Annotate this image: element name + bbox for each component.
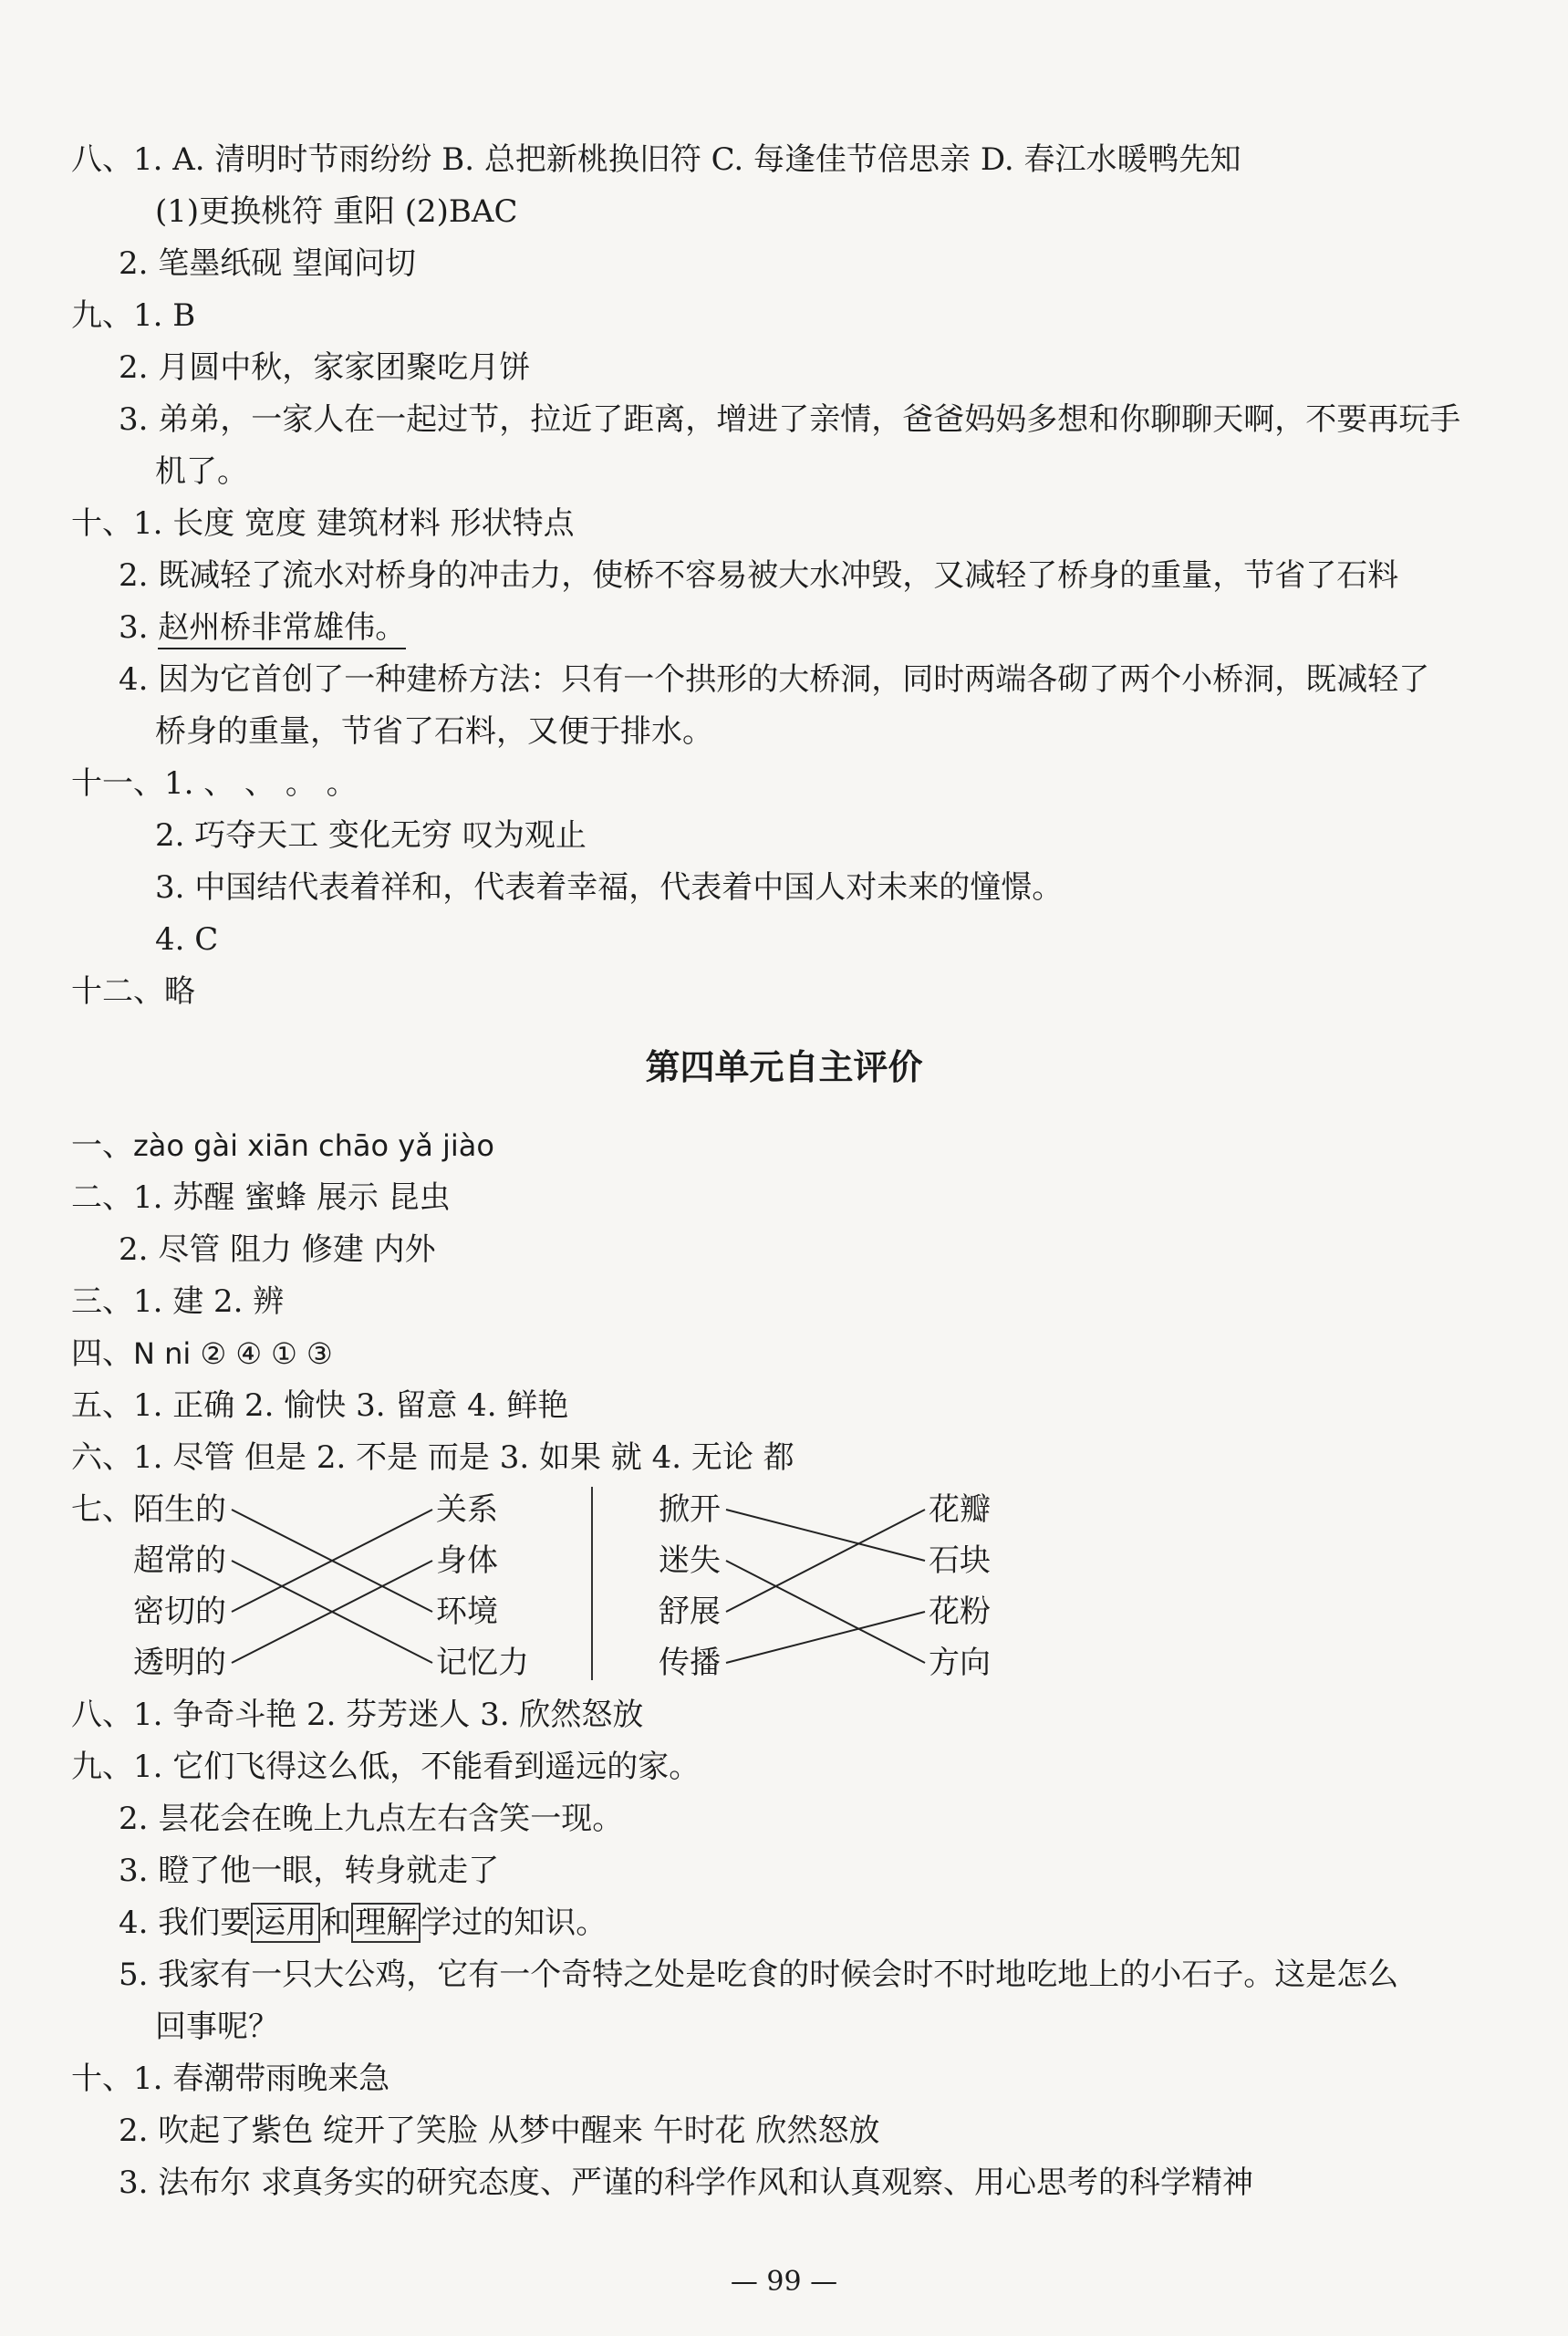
unit4-answer-1-pinyin: zào gài xiān chāo yǎ jiào [133,1128,494,1163]
answer-11-3: 3. 中国结代表着祥和，代表着幸福，代表着中国人对未来的憧憬。 [155,869,1064,906]
unit4-answer-8: 八、1. 争奇斗艳 2. 芬芳迷人 3. 欣然怒放 [71,1697,644,1733]
unit4-answer-9-4 [119,1905,607,1941]
matching-right-target-4: 方向 [929,1645,991,1681]
unit4-answer-3: 三、1. 建 2. 辨 [71,1283,285,1320]
unit4-answer-9-5-cont: 回事呢？ [155,2009,279,2045]
answer-9-3: 3. 弟弟，一家人在一起过节，拉近了距离，增进了亲情，爸爸妈妈多想和你聊聊天啊，不要再玩手 [119,401,1461,438]
answer-8-1: 八、1. A. 清明时节雨纷纷 B. 总把新桃换旧符 C. 每逢佳节倍思亲 D. 春江水暖鸭先知 [71,141,1241,178]
answer-10-3-prefix: 3. [119,609,159,646]
unit4-answer-2-1: 二、1. 苏醒 蜜蜂 展示 昆虫 [71,1179,451,1216]
unit4-answer-10-3: 3. 法布尔 求真务实的研究态度、严谨的科学作风和认真观察、用心思考的科学精神 [119,2165,1254,2201]
matching-right-word-3: 舒展 [659,1594,721,1630]
matching-right-word-1: 掀开 [659,1491,721,1528]
answer-9-3-cont: 机了。 [155,453,248,490]
answer-10-4-cont: 桥身的重量，节省了石料，又便于排水。 [155,713,713,750]
boxed-word-1: 运用 [251,1903,320,1943]
unit4-answer-10-2: 2. 吹起了紫色 绽开了笑脸 从梦中醒来 午时花 欣然怒放 [119,2113,880,2149]
unit4-answer-9-4-suffix: 学过的知识。 [421,1905,607,1941]
unit4-answer-6: 六、1. 尽管 但是 2. 不是 而是 3. 如果 就 4. 无论 都 [71,1439,794,1476]
matching-right-word-2: 迷失 [659,1542,721,1579]
matching-right-target-3: 花粉 [929,1594,991,1630]
unit4-answer-9-2: 2. 昙花会在晚上九点左右含笑一现。 [119,1801,624,1837]
boxed-word-2: 理解 [351,1903,421,1943]
answer-8-2: 2. 笔墨纸砚 望闻问切 [119,245,417,282]
matching-right-word-4: 传播 [659,1645,721,1681]
answer-10-4: 4. 因为它首创了一种建桥方法：只有一个拱形的大桥洞，同时两端各砌了两个小桥洞，既减轻了 [119,661,1430,698]
section-title: 第四单元自主评价 [645,1047,923,1087]
answer-10-3-underlined: 赵州桥非常雄伟。 [158,609,406,649]
answer-11-4: 4. C [155,921,219,958]
matching-left-word-4: 透明的 [133,1645,226,1681]
matching-left-target-3: 环境 [436,1594,498,1630]
matching-label: 七、 [71,1491,133,1528]
matching-left-word-2: 超常的 [133,1542,226,1579]
unit4-answer-2-2: 2. 尽管 阻力 修建 内外 [119,1231,436,1268]
answer-10-1: 十、1. 长度 宽度 建筑材料 形状特点 [71,505,575,542]
answer-8-1-sub: (1)更换桃符 重阳 (2)BAC [155,193,518,230]
unit4-answer-9-4-mid: 和 [320,1905,352,1941]
matching-left-target-1: 关系 [436,1491,498,1528]
unit4-answer-9-1: 九、1. 它们飞得这么低，不能看到遥远的家。 [71,1749,701,1785]
matching-left-target-4: 记忆力 [436,1645,529,1681]
unit4-answer-1-label: 一、 [71,1127,133,1164]
answer-10-2: 2. 既减轻了流水对桥身的冲击力，使桥不容易被大水冲毁，又减轻了桥身的重量，节省了石料 [119,557,1399,594]
match-line-right-2 [726,1561,925,1663]
answer-9-2: 2. 月圆中秋，家家团聚吃月饼 [119,349,531,386]
unit4-answer-4-content: N ni ② ④ ① ③ [133,1336,333,1371]
unit4-answer-9-5: 5. 我家有一只大公鸡，它有一个奇特之处是吃食的时候会时不时地吃地上的小石子。这是怎么 [119,1957,1399,1993]
answer-9-1: 九、1. B [71,297,196,334]
unit4-answer-9-4-prefix: 4. 我们要 [119,1905,252,1941]
unit4-answer-5: 五、1. 正确 2. 愉快 3. 留意 4. 鲜艳 [71,1387,569,1424]
match-line-right-3 [726,1510,925,1612]
unit4-answer-10-1: 十、1. 春潮带雨晚来急 [71,2061,390,2097]
answer-12: 十二、略 [71,973,195,1010]
matching-right-target-2: 石块 [929,1542,991,1579]
matching-right-target-1: 花瓣 [929,1491,991,1528]
answer-11-1: 十一、1. 、 、 。 。 [71,765,358,802]
matching-left-word-1: 陌生的 [133,1491,226,1528]
match-line-right-1 [726,1510,925,1561]
matching-left-target-2: 身体 [436,1542,498,1579]
page-number: — 99 — [730,2266,838,2298]
unit4-answer-4-label: 四、 [71,1335,133,1372]
matching-left-word-3: 密切的 [133,1594,226,1630]
unit4-answer-9-3: 3. 瞪了他一眼，转身就走了 [119,1853,500,1889]
answer-11-2: 2. 巧夺天工 变化无穷 叹为观止 [155,817,587,854]
match-line-right-4 [726,1612,925,1663]
